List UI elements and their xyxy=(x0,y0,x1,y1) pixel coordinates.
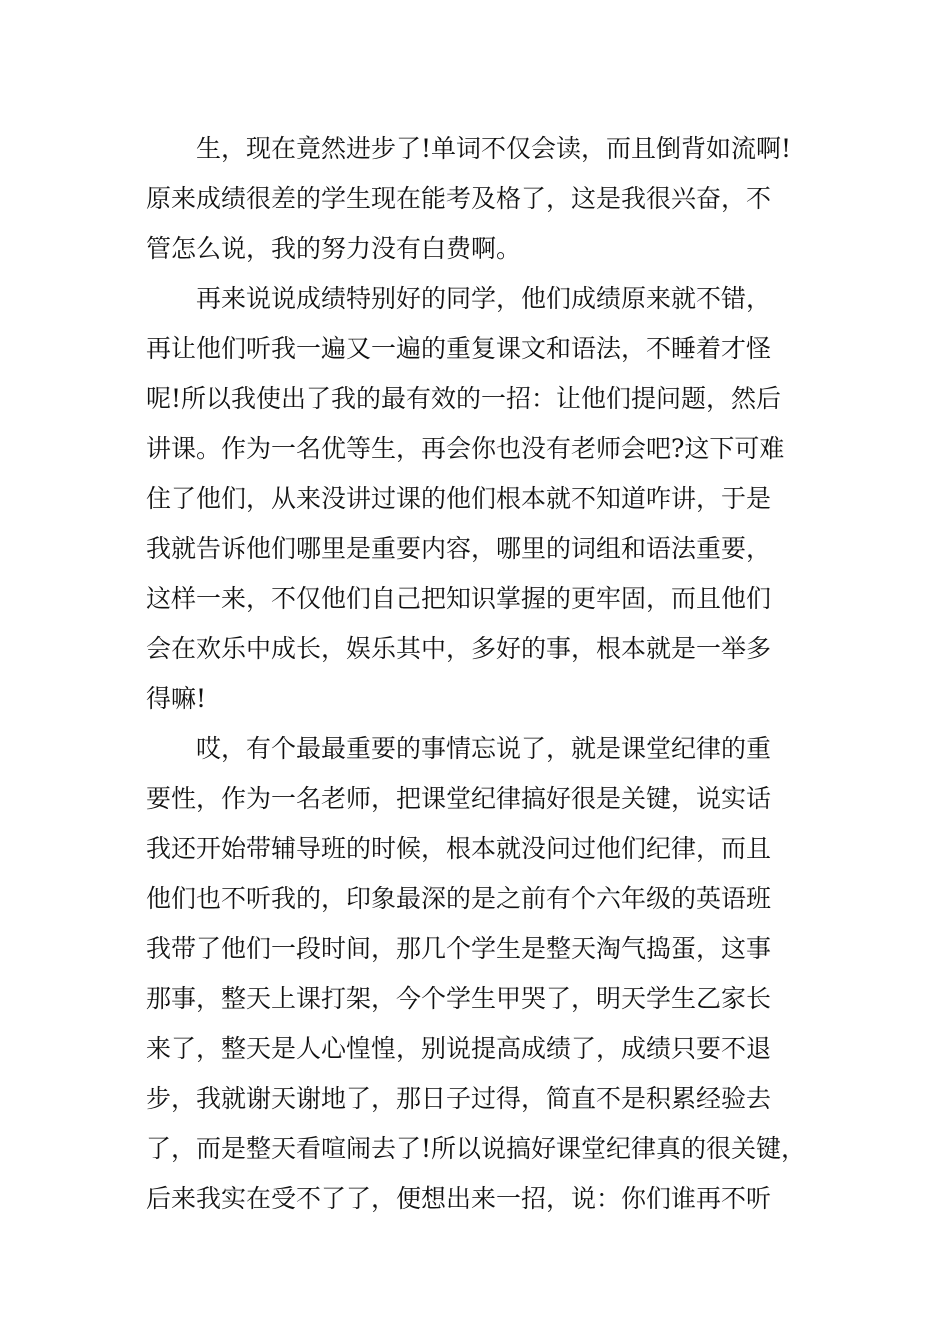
text-line: 来了，整天是人心惶惶，别说提高成绩了，成绩只要不退 xyxy=(146,1034,772,1063)
text-line: 哎，有个最最重要的事情忘说了，就是课堂纪律的重 xyxy=(196,734,772,763)
text-line: 我还开始带辅导班的时候，根本就没问过他们纪律，而且 xyxy=(146,834,772,863)
text-line: 会在欢乐中成长，娱乐其中，多好的事，根本就是一举多 xyxy=(146,634,772,663)
text-line: 得嘛! xyxy=(146,684,207,713)
text-line: 后来我实在受不了了，便想出来一招，说：你们谁再不听 xyxy=(146,1184,772,1213)
text-line: 他们也不听我的，印象最深的是之前有个六年级的英语班 xyxy=(146,884,772,913)
text-line: 我带了他们一段时间，那几个学生是整天淘气捣蛋，这事 xyxy=(146,934,772,963)
text-line: 生，现在竟然进步了!单词不仅会读，而且倒背如流啊! xyxy=(196,134,792,163)
text-line: 我就告诉他们哪里是重要内容，哪里的词组和语法重要， xyxy=(146,534,772,563)
text-line: 了，而是整天看喧闹去了!所以说搞好课堂纪律真的很关键， xyxy=(146,1134,807,1163)
text-line: 再来说说成绩特别好的同学，他们成绩原来就不错， xyxy=(196,284,772,313)
text-line: 那事，整天上课打架，今个学生甲哭了，明天学生乙家长 xyxy=(146,984,772,1013)
text-line: 步，我就谢天谢地了，那日子过得，简直不是积累经验去 xyxy=(146,1084,772,1113)
text-line: 原来成绩很差的学生现在能考及格了，这是我很兴奋，不 xyxy=(146,184,772,213)
text-line: 讲课。作为一名优等生，再会你也没有老师会吧?这下可难 xyxy=(146,434,785,463)
text-line: 这样一来，不仅他们自己把知识掌握的更牢固，而且他们 xyxy=(146,584,772,613)
text-line: 管怎么说，我的努力没有白费啊。 xyxy=(146,234,522,263)
text-line: 再让他们听我一遍又一遍的重复课文和语法，不睡着才怪 xyxy=(146,334,772,363)
text-line: 住了他们，从来没讲过课的他们根本就不知道咋讲，于是 xyxy=(146,484,772,513)
text-line: 呢!所以我使出了我的最有效的一招：让他们提问题，然后 xyxy=(146,384,782,413)
text-line: 要性，作为一名老师，把课堂纪律搞好很是关键，说实话 xyxy=(146,784,772,813)
